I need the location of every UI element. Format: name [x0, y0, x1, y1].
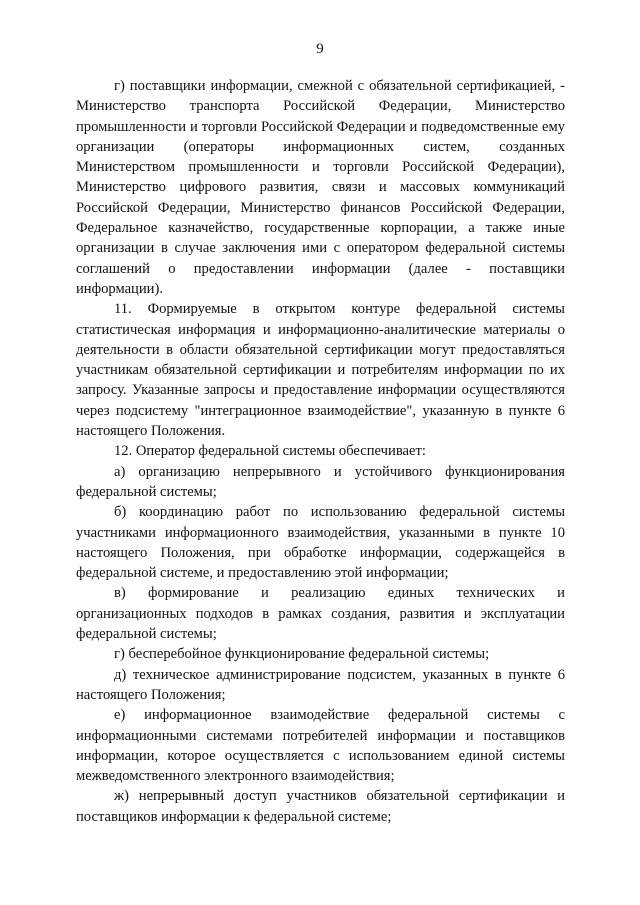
paragraph-12-a: а) организацию непрерывного и устойчивого функционирования федеральной системы; — [76, 463, 565, 500]
page-number: 9 — [316, 41, 324, 57]
paragraph-12-g: г) бесперебойное функционирование федеральной системы; — [114, 646, 490, 663]
paragraph-g-suppliers: г) поставщики информации, смежной с обязательной сертификацией, - Министерство транспорта Российской Федерации, Министерство промышленности и торговли Российской Федерации и подведомственные ему организации (операторы информационных систем, созданных Министерством промышленности и торговли Российской Федерации), Министерство цифрового развития, связи и массовых коммуникаций Российской Федерации, Министерство финансов Российской Федерации, Федеральное казначейство, государственные корпорации, а также иные организации в случае заключения ими с оператором федеральной системы соглашений о предоставлении информации (далее - поставщики информации). — [76, 78, 565, 297]
paragraph-12-v: в) формирование и реализацию единых технических и организационных подходов в рамках создания, развития и эксплуатации федеральной системы; — [76, 585, 565, 643]
document-body — [76, 76, 565, 827]
paragraph-12-zh: ж) непрерывный доступ участников обязательной сертификации и поставщиков информации к федеральной системе; — [76, 788, 565, 825]
paragraph-12: 12. Оператор федеральной системы обеспечивает: — [114, 443, 426, 460]
paragraph-12-b: б) координацию работ по использованию федеральной системы участниками информационного взаимодействия, указанными в пункте 10 настоящего Положения, при обработке информации, содержащейся в федеральной системе, и предоставлению этой информации; — [76, 504, 565, 582]
paragraph-12-e: е) информационное взаимодействие федеральной системы с информационными системами потребителей информации и поставщиков информации, которое осуществляется с использованием единой системы межведомственного электронного взаимодействия; — [76, 707, 565, 785]
paragraph-12-d: д) техническое администрирование подсистем, указанных в пункте 6 настоящего Положения; — [76, 666, 565, 703]
paragraph-11: 11. Формируемые в открытом контуре федеральной системы статистическая информация и информационно-аналитические материалы о деятельности в области обязательной сертификации могут предоставляться участникам обязательной сертификации и потребителям информации по их запросу. Указанные запросы и предоставление информации осуществляются через подсистему "интеграционное взаимодействие", указанную в пункте 6 настоящего Положения. — [76, 301, 565, 440]
